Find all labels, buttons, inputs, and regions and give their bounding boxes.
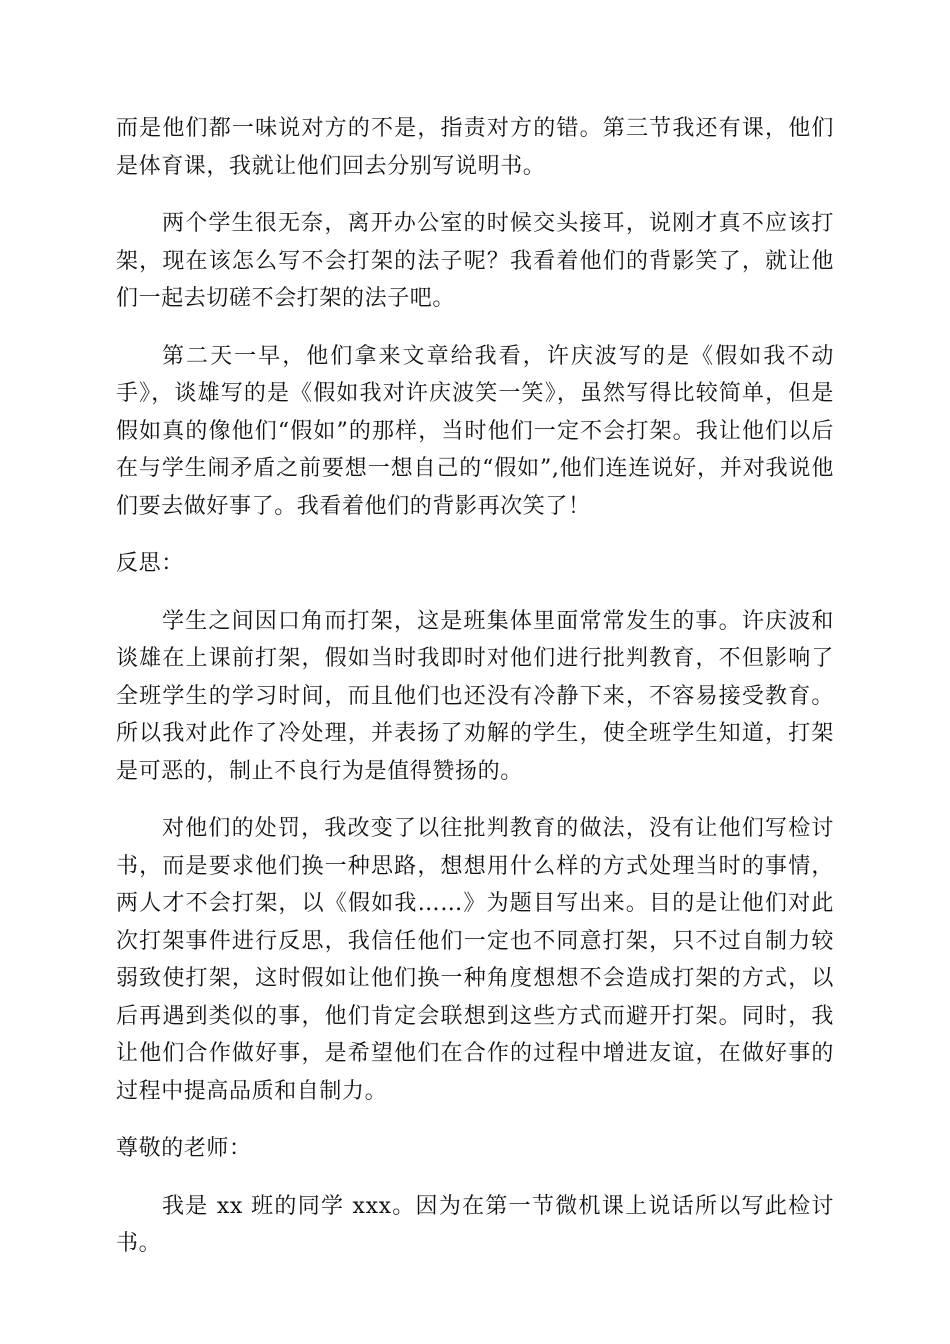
paragraph-6: 我是 xx 班的同学 xxx。因为在第一节微机课上说话所以写此检讨书。 (116, 1193, 834, 1256)
paragraph-1: 而是他们都一味说对方的不是，指责对方的错。第三节我还有课，他们是体育课，我就让他们回去分别写说明书。 (116, 116, 834, 179)
paragraph-3: 第二天一早，他们拿来文章给我看，许庆波写的是《假如我不动手》，谈雄写的是《假如我对许庆波笑一笑》，虽然写得比较简单，但是假如真的像他们“假如”的那样，当时他们一定不会打架。我让他们以后在与学生闹矛盾之前要想一想自己的“假如”,他们连连说好，并对我说他们要去做好事了。我看着他们的背影再次笑了！ (116, 343, 834, 519)
salutation: 尊敬的老师： (116, 1136, 252, 1161)
paragraph-2: 两个学生很无奈，离开办公室的时候交头接耳，说刚才真不应该打架，现在该怎么写不会打架的法子呢？我看着他们的背影笑了，就让他们一起去切磋不会打架的法子吧。 (116, 211, 834, 311)
paragraph-5: 对他们的处罚，我改变了以往批判教育的做法，没有让他们写检讨书，而是要求他们换一种思路，想想用什么样的方式处理当时的事情，两人才不会打架，以《假如我……》为题目写出来。目的是让他们对此次打架事件进行反思，我信任他们一定也不同意打架，只不过自制力较弱致使打架，这时假如让他们换一种角度想想不会造成打架的方式，以后再遇到类似的事，他们肯定会联想到这些方式而避开打架。同时，我让他们合作做好事，是希望他们在合作的过程中增进友谊，在做好事的过程中提高品质和自制力。 (116, 816, 834, 1104)
document-body (116, 110, 834, 1283)
paragraph-4: 学生之间因口角而打架，这是班集体里面常常发生的事。许庆波和谈雄在上课前打架，假如当时我即时对他们进行批判教育，不但影响了全班学生的学习时间，而且他们也还没有冷静下来，不容易接受教育。所以我对此作了冷处理，并表扬了劝解的学生，使全班学生知道，打架是可恶的，制止不良行为是值得赞扬的。 (116, 608, 834, 784)
section-heading-reflection: 反思： (116, 551, 184, 576)
